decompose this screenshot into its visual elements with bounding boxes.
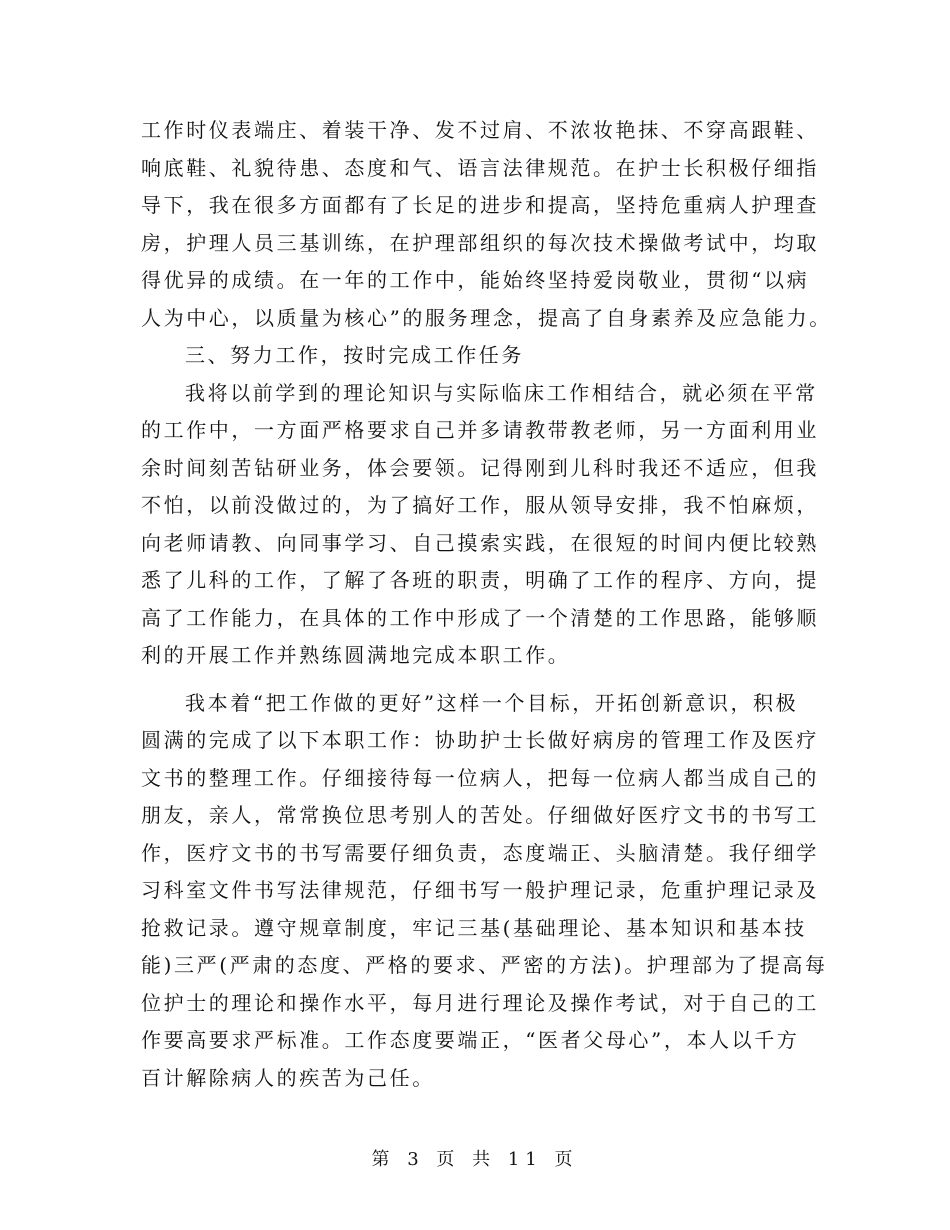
paragraph-line: 朋友，亲人，常常换位思考别人的苦处。仔细做好医疗文书的书写工 [141,803,819,827]
paragraph-line: 导下，我在很多方面都有了长足的进步和提高，坚持危重病人护理查 [141,193,819,217]
section-heading: 三、努力工作，按时完成工作任务 [185,343,524,367]
paragraph-line: 作，医疗文书的书写需要仔细负责，态度端正、头脑清楚。我仔细学 [141,840,819,865]
document-body [141,112,832,1097]
paragraph-line: 悉了儿科的工作，了解了各班的职责，明确了工作的程序、方向，提 [141,568,819,592]
page-number: 第 3 页 共 11 页 [371,1149,579,1170]
paragraph-line: 作要高要求严标准。工作态度要端正，“医者父母心”，本人以千方 [141,1028,800,1052]
paragraph-line: 位护士的理论和操作水平，每月进行理论及操作考试，对于自己的工 [141,990,819,1015]
paragraph-line: 百计解除病人的疾苦为己任。 [141,1065,435,1090]
paragraph-line: 不怕，以前没做过的，为了搞好工作，服从领导安排，我不怕麻烦， [141,493,819,517]
paragraph-gap [141,675,813,685]
paragraph-line: 能)三严(严肃的态度、严格的要求、严密的方法)。护理部为了提高每 [141,953,828,977]
paragraph-line: 利的开展工作并熟练圆满地完成本职工作。 [141,643,571,667]
paragraph-line: 抢救记录。遵守规章制度，牢记三基(基础理论、基本知识和基本技 [141,915,807,940]
paragraph-line: 的工作中，一方面严格要求自己并多请教带教老师，另一方面利用业 [141,418,819,442]
paragraph-line: 文书的整理工作。仔细接待每一位病人，把每一位病人都当成自己的 [141,765,819,790]
paragraph-line: 工作时仪表端庄、着装干净、发不过肩、不浓妆艳抹、不穿高跟鞋、 [141,118,819,142]
paragraph-line: 圆满的完成了以下本职工作：协助护士长做好病房的管理工作及医疗 [141,728,819,752]
paragraph-line: 余时间刻苦钻研业务，体会要领。记得刚到儿科时我还不适应，但我 [141,455,819,480]
paragraph-line: 响底鞋、礼貌待患、态度和气、语言法律规范。在护士长积极仔细指 [141,155,819,180]
paragraph-line: 高了工作能力，在具体的工作中形成了一个清楚的工作思路，能够顺 [141,605,819,630]
paragraph-line: 房，护理人员三基训练，在护理部组织的每次技术操做考试中，均取 [141,230,819,255]
paragraph-line: 人为中心，以质量为核心”的服务理念，提高了自身素养及应急能力。 [141,305,832,330]
paragraph-line: 习科室文件书写法律规范，仔细书写一般护理记录，危重护理记录及 [141,878,819,902]
paragraph-line: 得优异的成绩。在一年的工作中，能始终坚持爱岗敬业，贯彻“以病 [141,268,810,292]
paragraph-line: 我本着“把工作做的更好”这样一个目标，开拓创新意识，积极 [185,690,799,715]
paragraph-line: 向老师请教、向同事学习、自己摸索实践，在很短的时间内便比较熟 [141,530,819,555]
paragraph-line: 我将以前学到的理论知识与实际临床工作相结合，就必须在平常 [185,380,818,405]
